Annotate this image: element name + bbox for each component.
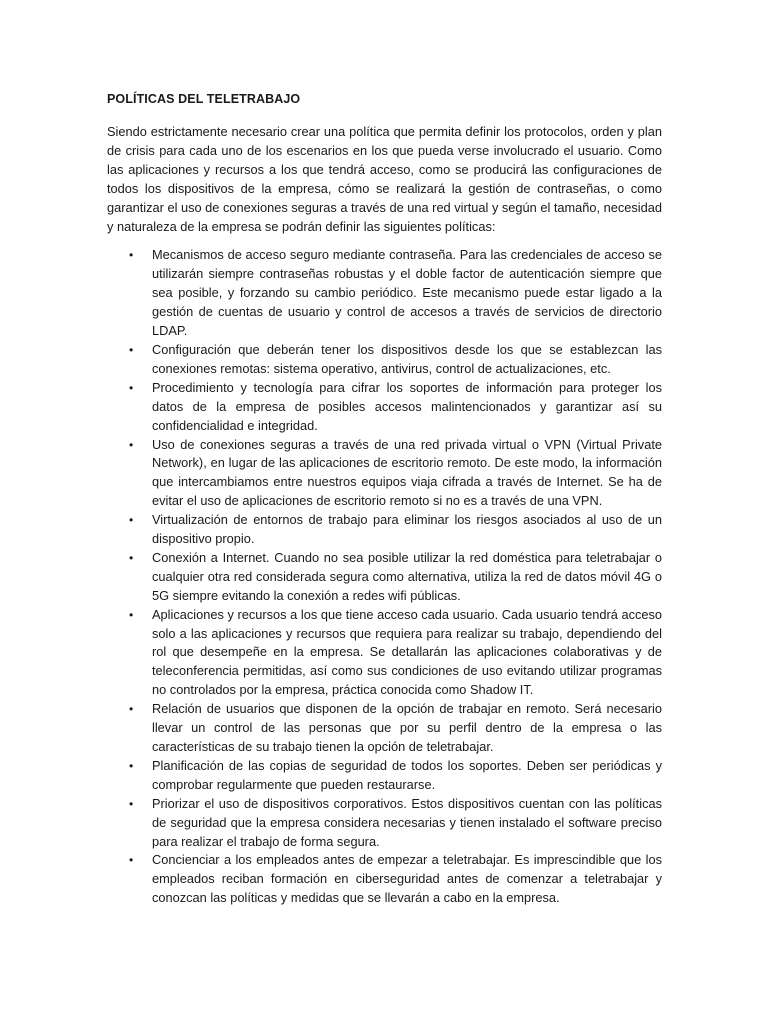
bullet-icon: • — [129, 342, 134, 357]
bullet-icon: • — [129, 702, 134, 717]
bullet-icon: • — [129, 796, 134, 811]
bullet-icon: • — [129, 758, 134, 773]
list-item — [107, 379, 662, 436]
list-item — [107, 341, 662, 379]
bullet-icon: • — [129, 550, 134, 565]
list-item — [107, 851, 662, 908]
list-item-text: Conexión a Internet. Cuando no sea posible utilizar la red doméstica para teletrabajar o cualquier otra red considerada segura como alternativa, utiliza la red de datos móvil 4G o 5G siempre evitando la conexión a redes wifi públicas. — [152, 549, 662, 603]
list-item — [107, 436, 662, 512]
list-item-text: Procedimiento y tecnología para cifrar los soportes de información para proteger los datos de la empresa de posibles accesos malintencionados y garantizar así su confidencialidad e integridad. — [152, 379, 662, 433]
list-item-text: Planificación de las copias de seguridad de todos los soportes. Deben ser periódicas y comprobar regularmente que pueden restaurarse. — [152, 757, 662, 792]
list-item-text: Mecanismos de acceso seguro mediante contraseña. Para las credenciales de acceso se utilizarán siempre contraseñas robustas y el doble factor de autenticación siempre que sea posible, y forzando su cambio periódico. Este mecanismo puede estar ligado a la gestión de cuentas de usuario y control de accesos a través de servicios de directorio LDAP. — [152, 247, 662, 339]
list-item-text: Configuración que deberán tener los dispositivos desde los que se establezcan las conexiones remotas: sistema operativo, antivirus, control de actualizaciones, etc. — [152, 341, 662, 376]
list-item — [107, 606, 662, 701]
list-item-text: Virtualización de entornos de trabajo para eliminar los riesgos asociados al uso de un dispositivo propio. — [152, 512, 662, 547]
policy-list — [107, 246, 662, 908]
list-item-text: Concienciar a los empleados antes de empezar a teletrabajar. Es imprescindible que los empleados reciban formación en ciberseguridad antes de comenzar a teletrabajar y conozcan las políticas y medidas que se llevarán a cabo en la empresa. — [152, 852, 662, 906]
list-item — [107, 549, 662, 606]
bullet-icon: • — [129, 513, 134, 528]
list-item-text: Aplicaciones y recursos a los que tiene acceso cada usuario. Cada usuario tendrá acceso solo a las aplicaciones y recursos que requiera para realizar su trabajo, dependiendo del rol que desempeñe en la empresa. Se detallarán las aplicaciones colaborativas y de teleconferencia permitidas, así como sus condiciones de uso evitando utilizar programas no controlados por la empresa, práctica conocida como Shadow IT. — [152, 606, 662, 698]
bullet-icon: • — [129, 380, 134, 395]
document-title: POLÍTICAS DEL TELETRABAJO — [107, 92, 301, 106]
list-item-text: Priorizar el uso de dispositivos corporativos. Estos dispositivos cuentan con las políticas de seguridad que la empresa considera necesarias y tienen instalado el software preciso para realizar el trabajo de forma segura. — [152, 795, 662, 849]
list-item — [107, 795, 662, 852]
bullet-icon: • — [129, 853, 134, 868]
bullet-icon: • — [129, 248, 134, 263]
list-item — [107, 511, 662, 549]
document-page — [107, 90, 662, 908]
bullet-icon: • — [129, 437, 134, 452]
bullet-icon: • — [129, 607, 134, 622]
list-item-text: Uso de conexiones seguras a través de una red privada virtual o VPN (Virtual Private Network), en lugar de las aplicaciones de escritorio remoto. De este modo, la información que intercambiamos entre nuestros equipos viaja cifrada a través de Internet. Se ha de evitar el uso de aplicaciones de escritorio remoto si no es a través de una VPN. — [152, 436, 662, 509]
list-item-text: Relación de usuarios que disponen de la opción de trabajar en remoto. Será necesario llevar un control de las personas que por su perfil dentro de la empresa o las características de su trabajo tienen la opción de teletrabajar. — [152, 701, 662, 754]
list-item — [107, 246, 662, 341]
list-item — [107, 700, 662, 757]
intro-paragraph: Siendo estrictamente necesario crear una política que permita definir los protocolos, orden y plan de crisis para cada uno de los escenarios en los que pueda verse involucrado el usuario. Como las aplicaciones y recursos a los que tendrá acceso, como se producirá las configuraciones de todos los dispositivos de la empresa, cómo se realizará la gestión de contraseñas, o como garantizar el uso de conexiones seguras a través de una red virtual y según el tamaño, necesidad y naturaleza de la empresa se podrán definir las siguientes políticas: — [107, 124, 662, 234]
list-item — [107, 757, 662, 795]
